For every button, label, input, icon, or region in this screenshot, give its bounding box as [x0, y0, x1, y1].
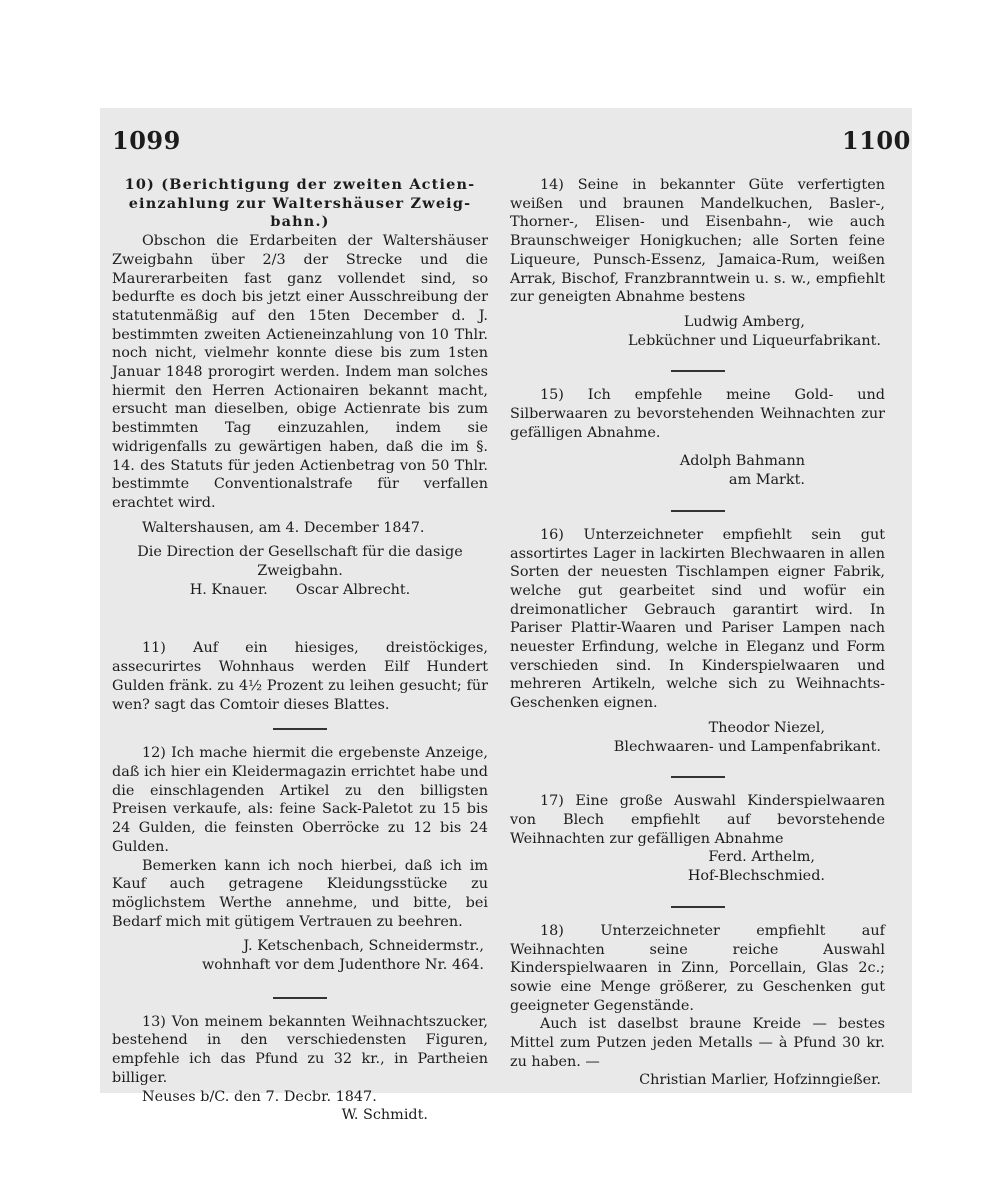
notice-10-heading — [112, 176, 488, 232]
notice-10-signatories — [112, 581, 488, 600]
notice-16-body: 16) Unterzeichneter empfiehlt sein gut assortirtes Lager in lackirten Blechwaaren in allen Sorten der neuesten Tischlampen eigner Fabrik, welche gut gearbeitet sind und wofür ein dreimonatlicher Gebrauch garantirt wird. In Pariser Plattir-Waaren und Pariser Lampen nach neuester Erfindung, welche in Eleganz und Form verschieden sind. In Kinderspielwaaren und mehreren Artikeln, welche sich zu Weihnachts-Geschenken eignen. — [510, 526, 885, 712]
notice-16-signature-2: Blechwaaren- und Lampenfabrikant. — [613, 738, 881, 755]
notice-10-signatory-1: H. Knauer. — [189, 581, 268, 598]
divider — [273, 997, 327, 999]
notice-17-signature-1: Ferd. Arthelm, — [708, 849, 815, 866]
notice-12-signature-2: wohnhaft vor dem Judenthore Nr. 464. — [201, 957, 484, 974]
divider — [671, 370, 725, 372]
notice-15-signature-2: am Markt. — [728, 472, 805, 489]
notice-12-body-1: 12) Ich mache hiermit die ergebenste Anzeige, daß ich hier ein Kleidermagazin errichtet habe und die einschlagenden Artikel zu den billigsten Preisen verkaufe, als: feine Sack-Paletot zu 15 bis 24 Gulden, die feinsten Oberröcke zu 12 bis 24 Gulden. — [112, 745, 488, 855]
page-number-left: 1099 — [112, 126, 181, 155]
notice-10-heading-line-1: 10) (Berichtigung der zweiten Actien- — [124, 176, 476, 193]
page-number-right: 1100 — [842, 126, 911, 155]
notice-17-signature-2: Hof-Blechschmied. — [687, 868, 825, 885]
notice-10-signature-line-2: Zweigbahn. — [257, 563, 343, 580]
notice-11-body: 11) Auf ein hiesiges, dreistöckiges, assecurirtes Wohnhaus werden Eilf Hundert Gulden fränk. zu 4½ Prozent zu leihen gesucht; für wen? sagt das Comtoir dieses Blattes. — [112, 640, 488, 713]
notice-14-signature-1: Ludwig Amberg, — [683, 313, 805, 330]
notice-17-body: 17) Eine große Auswahl Kinderspielwaaren von Blech empfiehlt auf bevorstehende Weihnachten zur gefälligen Abnahme — [510, 793, 885, 847]
notice-10-body: Obschon die Erdarbeiten der Waltershäuser Zweigbahn über 2/3 der Strecke und die Maurerarbeiten fast ganz vollendet sind, so bedurfte es doch bis jetzt einer Ausschreibung der statutenmäßig auf den 15ten December d. J. bestimmten zweiten Actieneinzahlung von 10 Thlr. noch nicht, vielmehr konnte diese bis zum 1sten Januar 1848 prorogirt werden. Indem man solches hiermit den Herren Actionairen bekannt macht, ersucht man dieselben, obige Actienrate bis zum bestimmten Tag einzuzahlen, indem sie widrigenfalls zu gewärtigen haben, daß die im §. 14. des Statuts für jeden Actienbetrag von 50 Thlr. bestimmte Conventionalstrafe für verfallen erachtet wird. — [112, 233, 488, 511]
notice-12-signature-1: J. Ketschenbach, Schneidermstr., — [243, 938, 484, 955]
notice-18-body-2: Auch ist daselbst braune Kreide — bestes Mittel zum Putzen jeden Metalls — à Pfund 30 kr. zu haben. — — [510, 1016, 885, 1070]
notice-13-signature: W. Schmidt. — [341, 1107, 428, 1124]
notice-10-heading-line-3: bahn.) — [270, 213, 330, 231]
notice-16-signature-1: Theodor Niezel, — [708, 719, 825, 736]
notice-18-signature: Christian Marlier, Hofzinngießer. — [639, 1072, 881, 1089]
divider — [273, 728, 327, 730]
right-column — [510, 176, 885, 1090]
notice-10-place-date: Waltershausen, am 4. December 1847. — [142, 519, 425, 536]
notice-10-signature-line-1: Die Direction der Gesellschaft für die dasige — [137, 544, 463, 561]
divider — [671, 906, 725, 908]
notice-10-signatory-2: Oscar Albrecht. — [295, 581, 411, 598]
notice-13-body: 13) Von meinem bekannten Weihnachtszucker, bestehend in den verschiedensten Figuren, empfehle ich das Pfund zu 32 kr., in Partheien billiger. — [112, 1013, 488, 1086]
notice-13-place-date: Neuses b/C. den 7. Decbr. 1847. — [142, 1088, 377, 1105]
divider — [671, 776, 725, 778]
notice-15-signature-1: Adolph Bahmann — [679, 453, 805, 470]
divider — [671, 510, 725, 512]
notice-18-body-1: 18) Unterzeichneter empfiehlt auf Weihnachten seine reiche Auswahl Kinderspielwaaren in Zinn, Porcellain, Glas 2c.; sowie eine Menge größerer, zu Geschenken gut geeigneter Gegenstände. — [510, 922, 885, 1014]
notice-14-body: 14) Seine in bekannter Güte verfertigten weißen und braunen Mandelkuchen, Basler-, Thorner-, Elisen- und Eisenbahn-, wie auch Braunschweiger Honigkuchen; alle Sorten feine Liqueure, Punsch-Essenz, Jamaica-Rum, weißen Arrak, Bischof, Franzbranntwein u. s. w., empfiehlt zur geneigten Abnahme bestens — [510, 177, 885, 306]
left-column — [112, 176, 488, 1125]
notice-10-heading-line-2: einzahlung zur Waltershäuser Zweig- — [128, 194, 472, 212]
notice-15-body: 15) Ich empfehle meine Gold- und Silberwaaren zu bevorstehenden Weihnachten zur gefälligen Abnahme. — [510, 387, 885, 441]
notice-14-signature-2: Lebküchner und Liqueurfabrikant. — [628, 332, 881, 349]
notice-12-body-2: Bemerken kann ich noch hierbei, daß ich im Kauf auch getragene Kleidungsstücke zu möglichstem Werthe annehme, und bitte, bei Bedarf mich mit gütigem Vertrauen zu beehren. — [112, 857, 488, 930]
